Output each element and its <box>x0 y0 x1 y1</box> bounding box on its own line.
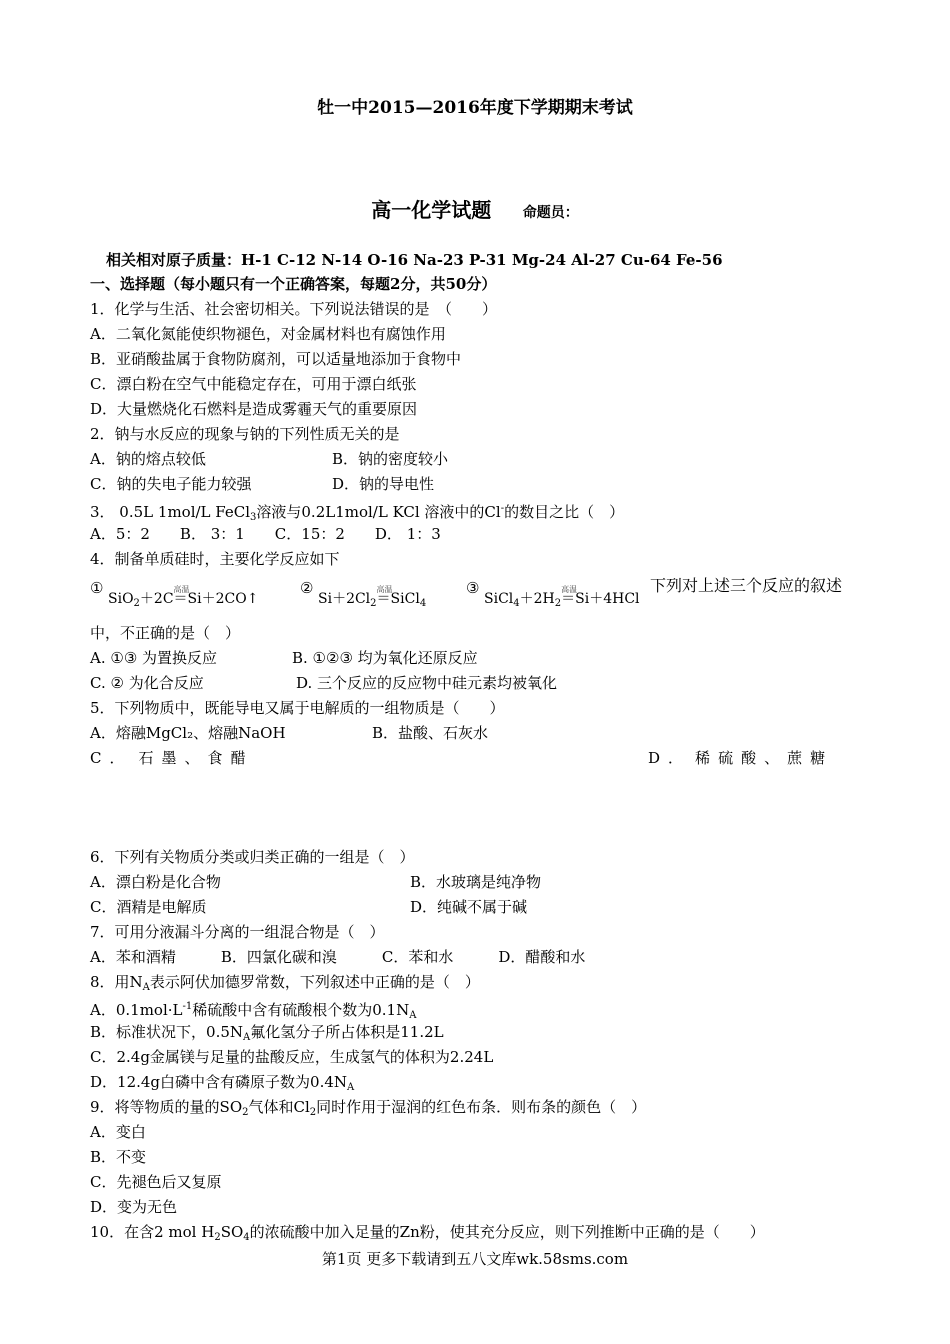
q8-d-pre: D．12.4g白磷中含有磷原子数为0.4N <box>90 1073 348 1091</box>
q5-c-char: 食 <box>207 749 223 767</box>
q5-d-char: ． <box>668 749 684 767</box>
q5-c-char: C <box>90 749 102 767</box>
q3-stem-sub: 3 <box>250 512 257 523</box>
q10-stem-sub: 4 <box>243 1232 250 1243</box>
q6-stem: 6．下列有关物质分类或归类正确的一组是（ ） <box>90 848 415 866</box>
q9-option-d: D．变为无色 <box>90 1198 178 1216</box>
q4-reaction-2 <box>300 578 313 598</box>
q5-c-char: 、 <box>184 749 200 767</box>
q4-option-b: B. ①②③ 均为氧化还原反应 <box>292 649 478 667</box>
school-title: 牡一中2015—2016年度下学期期末考试 <box>317 98 633 118</box>
q4-r2-left-sub: 2 <box>370 598 377 609</box>
page-footer: 第1页 更多下载请到五八文库wk.58sms.com <box>321 1250 629 1268</box>
q10-stem-pre: 10．在含2 mol H <box>90 1223 215 1241</box>
q4-r2-num: ② <box>300 579 314 597</box>
q8-option-d <box>90 1072 354 1098</box>
q8-stem-post: 表示阿伏加德罗常数，下列叙述中正确的是（ ） <box>149 973 480 991</box>
q5-d-char: 蔗 <box>787 749 803 767</box>
q9-stem-sub: 2 <box>309 1107 317 1118</box>
q4-r3-left-sub: 4 <box>513 598 520 609</box>
q4-r1-arrow: 高温 ＝ <box>174 589 188 609</box>
q1-option-d: D．大量燃烧化石燃料是造成雾霾天气的重要原因 <box>90 400 418 418</box>
q5-d-char: D <box>648 749 661 767</box>
q8-a-pre: A．0.1mol·L <box>90 1001 183 1019</box>
q2-option-d: D．钠的导电性 <box>332 475 435 493</box>
q5-option-b: B．盐酸、石灰水 <box>372 724 489 742</box>
q5-option-a: A．熔融MgCl₂、熔融NaOH <box>90 724 286 742</box>
q9-stem-sub: 2 <box>242 1107 249 1118</box>
q9-stem <box>90 1097 646 1123</box>
atomic-masses: 相关相对原子质量：H-1 C-12 N-14 O-16 Na-23 P-31 Mg-24 Al-27 Cu-64 Fe-56 <box>106 251 723 269</box>
q4-reaction-1-eq <box>108 585 259 614</box>
q5-c-char: 墨 <box>161 749 177 767</box>
q4-r3-right: Si＋4HCl <box>575 591 640 607</box>
q1-stem: 1．化学与生活、社会密切相关。下列说法错误的是 （ ） <box>90 300 498 318</box>
q3-stem-post: 的数目之比（ ） <box>504 503 625 521</box>
q4-r3-num: ③ <box>466 579 480 597</box>
q9-option-c: C．先褪色后又复原 <box>90 1173 222 1191</box>
q4-r2-right: SiCl <box>390 591 420 607</box>
q5-option-d <box>648 748 825 768</box>
q5-d-char: 酸 <box>741 749 757 767</box>
q4-stem-cont: 中，不正确的是（ ） <box>90 624 241 642</box>
q4-reaction-2-eq <box>318 585 427 614</box>
q3-options: A．5：2 B． 3：1 C．15：2 D． 1：3 <box>90 525 441 543</box>
q8-a-sup: -1 <box>182 1001 193 1012</box>
q9-option-a: A．变白 <box>90 1123 146 1141</box>
q5-d-char: 、 <box>764 749 780 767</box>
q8-stem-pre: 8．用N <box>90 973 143 991</box>
q8-stem <box>90 972 480 998</box>
q9-stem-post: 同时作用于湿润的红色布条．则布条的颜色（ ） <box>316 1098 647 1116</box>
q4-stem-tail: 下列对上述三个反应的叙述 <box>650 576 843 595</box>
q1-option-b: B．亚硝酸盐属于食物防腐剂，可以适量地添加于食物中 <box>90 350 462 368</box>
q4-option-c: C. ② 为化合反应 <box>90 674 204 692</box>
q4-r1-mid: ＋2C <box>139 591 174 607</box>
q5-option-c <box>90 748 246 768</box>
q8-option-b <box>90 1022 444 1048</box>
q8-option-c: C．2.4g金属镁与足量的盐酸反应，生成氢气的体积为2.24L <box>90 1048 494 1066</box>
q5-c-char: 石 <box>138 749 154 767</box>
q10-stem-mid: SO <box>220 1223 244 1241</box>
q6-option-b: B．水玻璃是纯净物 <box>410 873 542 891</box>
q2-option-a: A．钠的熔点较低 <box>90 450 206 468</box>
q9-option-b: B．不变 <box>90 1148 147 1166</box>
q9-stem-mid: 气体和Cl <box>248 1098 310 1116</box>
q4-r3-left: SiCl <box>484 591 514 607</box>
q4-reaction-1 <box>90 578 103 598</box>
q4-r1-right: Si＋2CO↑ <box>187 591 259 607</box>
q4-r1-left: SiO <box>108 591 134 607</box>
q8-a-mid: 稀硫酸中含有硫酸根个数为0.1N <box>192 1001 410 1019</box>
q5-stem: 5．下列物质中，既能导电又属于电解质的一组物质是（ ） <box>90 699 505 717</box>
q4-r3-mid: ＋2H <box>519 591 555 607</box>
q4-r1-left-sub: 2 <box>133 598 140 609</box>
q10-stem-post: 的浓硫酸中加入足量的Zn粉，使其充分反应，则下列推断中正确的是（ ） <box>249 1223 765 1241</box>
q9-stem-pre: 9．将等物质的量的SO <box>90 1098 243 1116</box>
q8-d-sub: A <box>347 1082 355 1093</box>
q4-option-a: A. ①③ 为置换反应 <box>90 649 218 667</box>
q3-stem-pre: 3． 0.5L 1mol/L FeCl <box>90 503 251 521</box>
q4-r3-mid-sub: 2 <box>554 598 562 609</box>
q7-options: A．苯和酒精 B．四氯化碳和溴 C．苯和水 D．醋酸和水 <box>90 948 586 966</box>
q4-r1-num: ① <box>90 579 104 597</box>
q6-option-c: C．酒精是电解质 <box>90 898 207 916</box>
q2-stem: 2．钠与水反应的现象与钠的下列性质无关的是 <box>90 425 400 443</box>
author-label: 命题员： <box>522 205 579 221</box>
q4-option-d: D. 三个反应的反应物中硅元素均被氧化 <box>296 674 558 692</box>
q6-option-d: D．纯碱不属于碱 <box>410 898 528 916</box>
q4-r2-left: Si＋2Cl <box>318 591 371 607</box>
q5-d-char: 糖 <box>810 749 826 767</box>
q4-r2-arrow: 高温 ＝ <box>377 589 391 609</box>
q4-reaction-3 <box>466 578 479 598</box>
section1-title: 一、选择题（每小题只有一个正确答案，每题2分，共50分） <box>90 275 497 293</box>
q4-r2-condition: 高温 <box>376 585 393 594</box>
q3-stem-sup: - <box>500 503 505 514</box>
q4-stem: 4．制备单质硅时，主要化学反应如下 <box>90 550 340 568</box>
q1-option-a: A．二氧化氮能使织物褪色，对金属材料也有腐蚀作用 <box>90 325 446 343</box>
q8-b-sub: A <box>243 1032 251 1043</box>
exam-title: 高一化学试题 <box>371 198 492 222</box>
exam-title-line <box>0 200 950 223</box>
q8-a-sub: A <box>409 1010 417 1021</box>
q10-stem <box>90 1222 765 1248</box>
q8-b-post: 氟化氢分子所占体积是11.2L <box>250 1023 444 1041</box>
q4-r2-right-sub: 4 <box>419 598 427 609</box>
q10-stem-sub: 2 <box>214 1232 221 1243</box>
q3-stem-mid: 溶液与0.2L1mol/L KCl 溶液中的Cl <box>256 503 501 521</box>
q4-reaction-3-eq <box>484 585 640 614</box>
q5-d-char: 稀 <box>695 749 711 767</box>
q5-c-char: ． <box>109 749 125 767</box>
q2-option-c: C．钠的失电子能力较强 <box>90 475 252 493</box>
q4-r3-condition: 高温 <box>561 585 578 594</box>
q7-stem: 7．可用分液漏斗分离的一组混合物是（ ） <box>90 923 385 941</box>
q6-option-a: A．漂白粉是化合物 <box>90 873 221 891</box>
q5-d-char: 硫 <box>718 749 734 767</box>
q5-c-char: 醋 <box>230 749 246 767</box>
q4-r1-condition: 高温 <box>173 585 190 594</box>
q1-option-c: C．漂白粉在空气中能稳定存在，可用于漂白纸张 <box>90 375 417 393</box>
q8-b-pre: B．标准状况下，0.5N <box>90 1023 244 1041</box>
q2-option-b: B．钠的密度较小 <box>332 450 449 468</box>
q8-stem-sub: A <box>142 982 150 993</box>
q4-r3-arrow: 高温 ＝ <box>561 589 575 609</box>
